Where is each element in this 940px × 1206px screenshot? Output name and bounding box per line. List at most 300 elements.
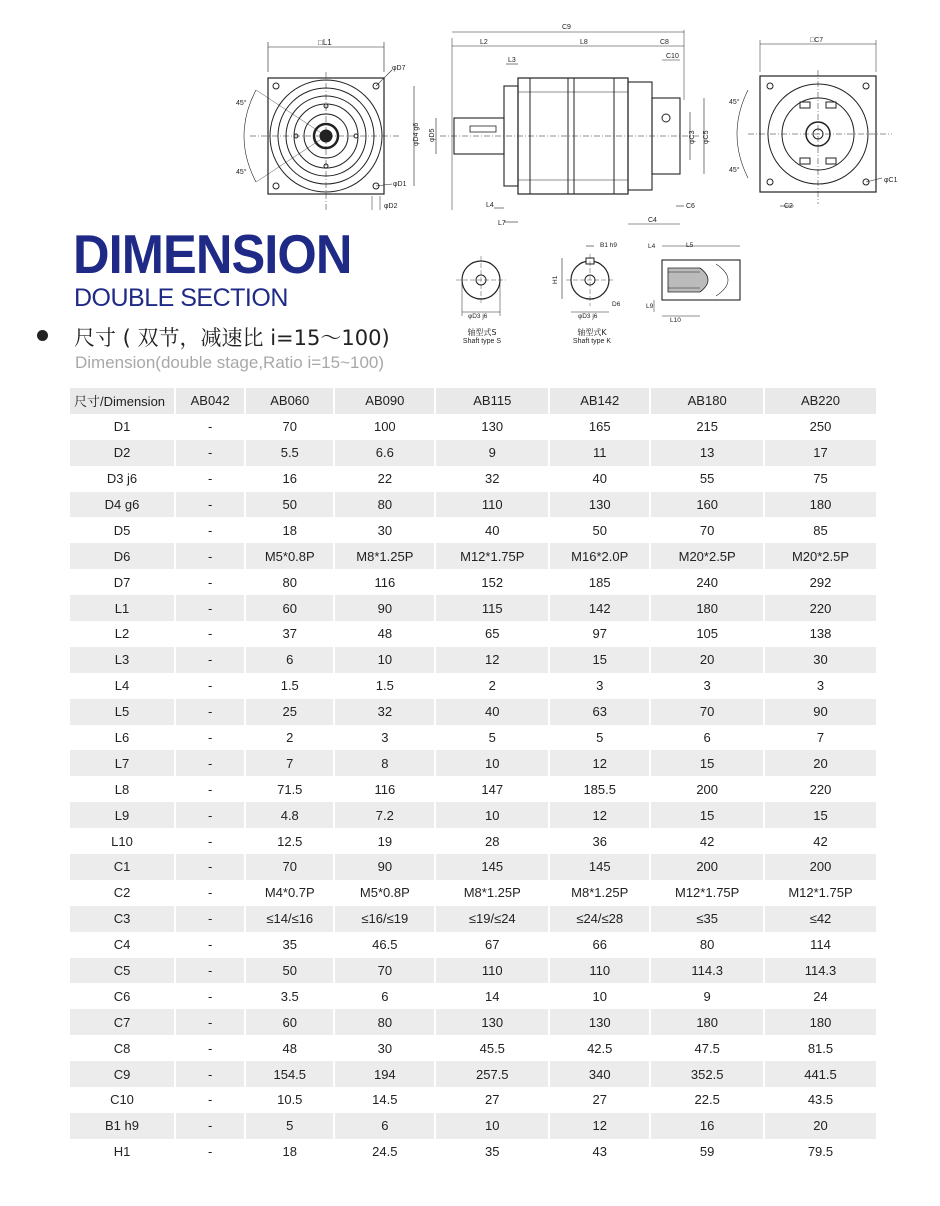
table-header-row [70,388,876,414]
table-row [70,1113,876,1139]
table-cell: 15 [764,802,876,828]
table-row [70,440,876,466]
table-cell: 116 [334,569,435,595]
table-cell: 70 [245,854,334,880]
table-cell: 35 [435,1139,549,1165]
table-cell: 55 [650,466,764,492]
table-row [70,543,876,569]
table-row [70,958,876,984]
table-cell: 70 [650,699,764,725]
row-label-cell: C9 [70,1061,175,1087]
table-cell: 3.5 [245,983,334,1009]
table-cell: 352.5 [650,1061,764,1087]
table-cell: - [175,880,245,906]
table-body [70,414,876,1165]
table-cell: 43 [549,1139,650,1165]
row-label-cell: C4 [70,932,175,958]
table-cell: 59 [650,1139,764,1165]
table-cell: 7 [245,750,334,776]
table-cell: 215 [650,414,764,440]
table-cell: 60 [245,595,334,621]
table-row [70,1061,876,1087]
table-cell: 90 [764,699,876,725]
table-cell: 80 [245,569,334,595]
detail-l4-label: L4 [648,243,656,250]
table-cell: M20*2.5P [764,543,876,569]
table-cell: 50 [245,958,334,984]
table-cell: 250 [809,419,832,435]
table-cell: 7 [816,730,825,746]
table-row [70,854,876,880]
table-cell: 185 [549,569,650,595]
table-cell: 81.5 [807,1040,834,1056]
table-cell: 1.5 [334,673,435,699]
dim-c4-label: C4 [648,217,657,224]
dim-l8-label: L8 [580,39,588,46]
row-label-cell: D2 [70,440,175,466]
table-cell: 45.5 [435,1035,549,1061]
table-cell: 32 [435,466,549,492]
table-cell: 10 [435,750,549,776]
row-label-cell: L2 [70,621,175,647]
table-cell: 42 [813,833,828,849]
dim-c2-label: C2 [784,203,793,210]
table-cell: M12*1.75P [650,880,764,906]
table-row [70,1087,876,1113]
table-cell: 15 [549,647,650,673]
table-cell: M12*1.75P [435,543,549,569]
table-cell: 9 [650,983,764,1009]
table-cell: - [175,1113,245,1139]
table-cell: 10 [435,1113,549,1139]
table-cell: 20 [764,1113,876,1139]
table-cell: 24 [813,988,828,1004]
table-cell: 20 [650,647,764,673]
table-cell: 130 [549,1009,650,1035]
table-cell: 180 [764,1009,876,1035]
table-cell: 12 [549,1113,650,1139]
table-cell: - [175,699,245,725]
table-cell: - [175,543,245,569]
table-cell: 138 [809,626,832,642]
table-cell: - [175,802,245,828]
table-cell: 180 [650,1009,764,1035]
table-cell: 18 [245,517,334,543]
row-label-cell: L9 [70,802,175,828]
dim-c9-label: C9 [562,24,571,31]
column-header: AB180 [650,388,764,414]
angle-top-label: 45° [236,100,247,107]
table-cell: M5*0.8P [245,543,334,569]
table-cell: M8*1.25P [435,880,549,906]
table-cell: 16 [650,1113,764,1139]
table-cell: 2 [245,725,334,751]
shaft-type-k-caption-cn: 轴型式K [577,328,607,337]
table-cell: 24.5 [334,1139,435,1165]
column-header: 尺寸/Dimension [70,388,175,414]
row-label-cell: L10 [70,828,175,854]
table-cell: - [175,1061,245,1087]
table-cell: 3 [816,678,825,694]
table-cell: 27 [435,1087,549,1113]
table-row [70,466,876,492]
table-cell: 40 [435,517,549,543]
table-cell: 145 [549,854,650,880]
table-cell: M8*1.25P [549,880,650,906]
table-cell: ≤42 [764,906,876,932]
bullet-dot [37,330,48,341]
table-cell: 165 [549,414,650,440]
table-cell: 37 [245,621,334,647]
table-cell: 20 [764,750,876,776]
table-cell: 110 [435,492,549,518]
table-row [70,1035,876,1061]
shaft-k-h1-label: H1 [552,275,559,284]
shaft-s-d3-label: φD3 j6 [468,313,488,320]
table-cell: 147 [435,776,549,802]
table-cell: 10 [334,647,435,673]
table-cell: 85 [813,522,828,538]
section-heading-cn: 尺寸 ( 双节，减速比 i=15～100) [74,326,390,350]
row-label-cell: C2 [70,880,175,906]
table-cell: 114.3 [650,958,764,984]
table-cell: 340 [549,1061,650,1087]
table-cell: 6.6 [334,440,435,466]
table-cell: 180 [764,492,876,518]
dim-l4-label: L4 [486,202,494,209]
table-cell: 12 [549,802,650,828]
table-cell: 114.3 [764,958,876,984]
table-cell: - [175,776,245,802]
table-cell: - [175,1009,245,1035]
rear-view-drawing [729,37,898,210]
row-label-cell: L5 [70,699,175,725]
table-cell: 3 [334,725,435,751]
table-cell: 70 [245,414,334,440]
table-cell: ≤35 [650,906,764,932]
table-cell: 14 [435,983,549,1009]
row-label-cell: D4 g6 [70,492,175,518]
table-cell: 19 [334,828,435,854]
table-row [70,983,876,1009]
table-cell: 30 [334,1035,435,1061]
table-cell: M16*2.0P [549,543,650,569]
row-label-cell: L8 [70,776,175,802]
dim-l7-label: L7 [498,220,506,227]
table-row [70,673,876,699]
table-cell: 50 [549,517,650,543]
table-row [70,880,876,906]
table-cell: 12 [435,647,549,673]
table-cell: 12.5 [245,828,334,854]
section-heading-en: Dimension(double stage,Ratio i=15~100) [75,353,385,372]
table-cell: 5 [435,725,549,751]
table-cell: 16 [245,466,334,492]
shaft-type-s-drawing [456,256,506,320]
table-row [70,776,876,802]
shaft-type-s-caption-cn: 轴型式S [467,328,497,337]
table-cell: 42 [650,828,764,854]
table-cell: - [175,1035,245,1061]
row-label-cell: C7 [70,1009,175,1035]
table-cell: M20*2.5P [650,543,764,569]
table-row [70,828,876,854]
column-header: AB090 [334,388,435,414]
table-cell: - [175,906,245,932]
table-cell: 90 [334,595,435,621]
dim-c7-label: □C7 [810,37,824,44]
table-cell: - [175,958,245,984]
table-cell: 3 [650,673,764,699]
table-cell: 142 [549,595,650,621]
table-cell: 17 [764,440,876,466]
table-cell: 27 [549,1087,650,1113]
table-cell: 60 [245,1009,334,1035]
table-row [70,906,876,932]
table-cell: 43.5 [807,1092,834,1108]
table-cell: 105 [650,621,764,647]
column-header: AB220 [764,388,876,414]
table-row [70,1139,876,1165]
table-cell: - [175,647,245,673]
table-cell: M8*1.25P [334,543,435,569]
table-cell: - [175,466,245,492]
table-cell: 5.5 [245,440,334,466]
table-cell: 2 [435,673,549,699]
table-cell: - [175,725,245,751]
table-cell: 71.5 [245,776,334,802]
table-cell: 70 [650,517,764,543]
shaft-section-detail-drawing [646,242,740,324]
table-cell: 115 [435,595,549,621]
table-row [70,414,876,440]
row-label-cell: C8 [70,1035,175,1061]
table-row [70,517,876,543]
shaft-k-b1-label: B1 h9 [600,242,617,249]
table-cell: - [175,983,245,1009]
table-cell: 220 [809,781,832,797]
table-cell: 8 [334,750,435,776]
dim-c5-label: φC5 [703,130,710,144]
table-cell: - [175,414,245,440]
table-row [70,699,876,725]
table-cell: 160 [650,492,764,518]
shaft-k-d3-label: φD3 j6 [578,313,598,320]
table-cell: - [175,595,245,621]
table-cell: 15 [650,750,764,776]
table-cell: 194 [334,1061,435,1087]
row-label-cell: D1 [70,414,175,440]
table-cell: 185.5 [549,776,650,802]
table-cell: - [175,621,245,647]
table-cell: 6 [245,647,334,673]
table-cell: - [175,569,245,595]
dim-d7-label: φD7 [392,65,406,72]
table-cell: 28 [435,828,549,854]
table-cell: 110 [549,958,650,984]
row-label-cell: C3 [70,906,175,932]
shaft-type-s-caption [442,328,522,346]
table-row [70,492,876,518]
row-label-cell: C10 [70,1087,175,1113]
table-cell: 90 [334,854,435,880]
table-cell: 114 [810,937,831,953]
dim-d1-label: φD1 [393,181,407,188]
table-cell: 257.5 [435,1061,549,1087]
table-cell: 180 [650,595,764,621]
table-cell: 48 [334,621,435,647]
column-header: AB060 [245,388,334,414]
dimension-table [70,388,876,1165]
table-cell: 200 [650,854,764,880]
table-cell: 42.5 [549,1035,650,1061]
table-cell: 10 [435,802,549,828]
table-cell: 5 [549,725,650,751]
table-row [70,750,876,776]
table-cell: 10.5 [245,1087,334,1113]
table-cell: 12 [549,750,650,776]
table-cell: 67 [435,932,549,958]
table-cell: 10 [549,983,650,1009]
table-row [70,725,876,751]
rear-angle-bottom-label: 45° [729,167,740,174]
table-row [70,932,876,958]
dim-l3-label: L3 [508,57,516,64]
table-row [70,569,876,595]
table-cell: 63 [549,699,650,725]
table-cell: 441.5 [764,1061,876,1087]
dim-c6-label: C6 [686,203,695,210]
table-cell: - [175,673,245,699]
column-header: AB142 [549,388,650,414]
table-cell: - [175,828,245,854]
table-cell: 46.5 [334,932,435,958]
detail-l10-label: L10 [670,317,681,324]
front-view-drawing [236,38,407,210]
table-cell: ≤24/≤28 [549,906,650,932]
table-cell: 292 [809,574,832,590]
row-label-cell: L4 [70,673,175,699]
table-cell: 36 [549,828,650,854]
table-cell: 18 [245,1139,334,1165]
table-cell: 40 [435,699,549,725]
table-cell: 25 [245,699,334,725]
table-row [70,802,876,828]
table-cell: 6 [334,983,435,1009]
table-cell: 110 [435,958,549,984]
table-cell: 14.5 [334,1087,435,1113]
table-cell: 5 [245,1113,334,1139]
table-cell: ≤16/≤19 [334,906,435,932]
table-row [70,647,876,673]
detail-l5-label: L5 [686,242,694,249]
dim-c3-label: φC3 [689,130,696,144]
dim-l1-label: □L1 [318,38,332,47]
table-cell: 32 [334,699,435,725]
dim-c10-label: C10 [666,53,679,60]
table-cell: 220 [764,595,876,621]
table-cell: 80 [650,932,764,958]
table-cell: - [175,750,245,776]
table-cell: 30 [764,647,876,673]
dim-d5-label: φD5 [429,128,436,142]
table-cell: M5*0.8P [334,880,435,906]
table-cell: ≤14/≤16 [245,906,334,932]
table-cell: 75 [813,471,828,487]
row-label-cell: C1 [70,854,175,880]
page-subtitle: DOUBLE SECTION [74,284,288,312]
table-row [70,595,876,621]
table-cell: 22 [334,466,435,492]
table-cell: 48 [245,1035,334,1061]
table-cell: - [175,492,245,518]
table-cell: 7.2 [334,802,435,828]
row-label-cell: B1 h9 [70,1113,175,1139]
table-cell: 22.5 [650,1087,764,1113]
table-cell: 50 [245,492,334,518]
table-cell: 116 [334,776,435,802]
row-label-cell: L7 [70,750,175,776]
table-cell: 6 [334,1113,435,1139]
dim-l2-label: L2 [480,39,488,46]
table-cell: - [175,440,245,466]
side-view-drawing [413,24,710,227]
row-label-cell: C6 [70,983,175,1009]
column-header: AB042 [175,388,245,414]
table-cell: 200 [650,776,764,802]
table-cell: 65 [435,621,549,647]
row-label-cell: D5 [70,517,175,543]
table-cell: 9 [435,440,549,466]
table-cell: - [175,854,245,880]
table-cell: 97 [549,621,650,647]
table-cell: 80 [334,492,435,518]
column-header: AB115 [435,388,549,414]
table-cell: 152 [435,569,549,595]
table-cell: M12*1.75P [788,885,853,901]
table-cell: 15 [650,802,764,828]
shaft-type-s-caption-en: Shaft type S [462,338,502,345]
row-label-cell: D6 [70,543,175,569]
table-cell: 100 [334,414,435,440]
table-cell: 200 [764,854,876,880]
table-cell: 240 [650,569,764,595]
table-cell: 130 [435,1009,549,1035]
dim-c8-label: C8 [660,39,669,46]
row-label-cell: H1 [70,1139,175,1165]
rear-angle-top-label: 45° [729,99,740,106]
table-cell: 145 [435,854,549,880]
table-cell: 154.5 [245,1061,334,1087]
row-label-cell: D7 [70,569,175,595]
row-label-cell: C5 [70,958,175,984]
table-cell: 6 [650,725,764,751]
table-cell: - [175,517,245,543]
detail-l9-label: L9 [646,303,654,310]
table-row [70,621,876,647]
table-cell: - [175,1139,245,1165]
table-cell: 66 [549,932,650,958]
table-cell: 1.5 [245,673,334,699]
table-cell: - [175,1087,245,1113]
table-cell: - [175,932,245,958]
table-cell: 70 [334,958,435,984]
table-cell: M4*0.7P [245,880,334,906]
table-cell: 47.5 [650,1035,764,1061]
row-label-cell: D3 j6 [70,466,175,492]
shaft-type-k-drawing [552,242,621,320]
table-cell: ≤19/≤24 [435,906,549,932]
